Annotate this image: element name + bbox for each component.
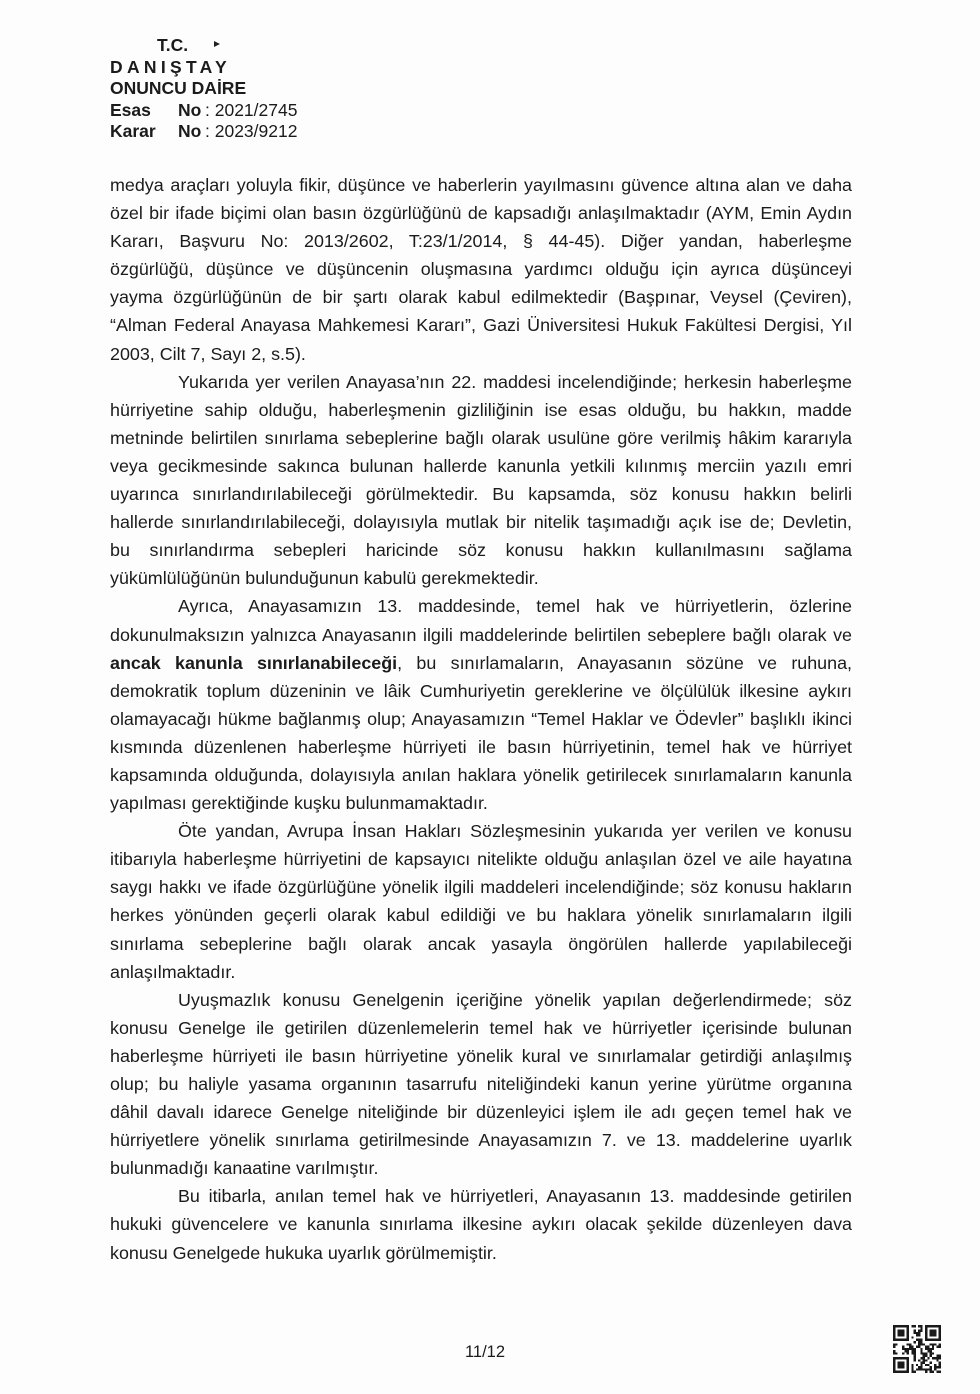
text-line: herkes yönünden geçerli olarak kabul edildiği ve bu haklara yönelik sınırlamaların ilgili (110, 905, 852, 926)
esas-number: : 2021/2745 (205, 100, 298, 120)
text-line: saygı hakkı ve ifade özgürlüğüne yönelik ilgili maddeleri incelendiğinde; söz konusu hakların (110, 877, 852, 898)
text-line: dokunulmaksızın yalnızca Anayasanın ilgili maddelerinde belirtilen sebeplere bağlı olarak ve (110, 624, 852, 645)
text-line: yayma özgürlüğünün de bir şartı olarak kabul edilmektedir (Başpınar, Veysel (Çeviren), (110, 287, 852, 308)
text-line: yükümlülüğünün bulunduğunun kabulü gerekmektedir. (110, 568, 539, 589)
text-line: bulunmadığı kanaatine varılmıştır. (110, 1158, 379, 1179)
text-line: metninde belirtilen sınırlama sebeplerine bağlı olarak usulüne göre verilmiş hâkim kararıyla (110, 427, 852, 448)
paragraph (110, 592, 852, 817)
esas-no-label: No (178, 100, 202, 120)
text-line: anlaşılmaktadır. (110, 961, 236, 982)
page-number: 11/12 (464, 1343, 506, 1361)
text-line: Bu itibarla, anılan temel hak ve hürriyetleri, Anayasanın 13. maddesinde getirilen (178, 1186, 852, 1207)
chamber-name: ONUNCU DAİRE (110, 78, 247, 98)
court-name: DANIŞTAY (110, 57, 231, 77)
text-line: Ayrıca, Anayasamızın 13. maddesinde, temel hak ve hürriyetlerin, özlerine (178, 596, 852, 617)
qr-code-icon (893, 1325, 941, 1373)
text-line: uyarınca sınırlandırılabileceği görülmektedir. Bu kapsamda, söz konusu hakkın belirli (110, 484, 852, 505)
paragraph (110, 986, 852, 1183)
bold-text: ancak kanunla sınırlanabileceği (110, 652, 398, 673)
text-line: Öte yandan, Avrupa İnsan Hakları Sözleşmesinin yukarıda yer verilen ve konusu (178, 821, 852, 842)
text-line: itibarıyla haberleşme hürriyetini de kapsayıcı nitelikte olduğu anlaşılan özel ve aile hayatına (110, 849, 852, 870)
text-line: Uyuşmazlık konusu Genelgenin içeriğine yönelik yapılan değerlendirmede; söz (178, 989, 852, 1010)
decision-text (110, 171, 852, 1267)
text-line: özgürlüğü, düşünce ve düşüncenin oluşmasına yardımcı olduğu için ayrıca düşünceyi (110, 259, 852, 280)
text-line: bu sınırlandırma sebepleri haricinde söz konusu hakkın kullanılmasını sağlama (110, 540, 852, 561)
text-line: Yukarıda yer verilen Anayasa’nın 22. maddesi incelendiğinde; herkesin haberleşme (178, 371, 852, 392)
text-line: konusu Genelge ile getirilen düzenlemelerin temel hak ve hürriyetler içerisinde bulunan (110, 1017, 852, 1038)
karar-no-label: No (178, 121, 202, 141)
paragraph (110, 171, 852, 368)
text-line: kısmında düzenlenen haberleşme hürriyeti ile basın hürriyetinin, temel hak ve hürriyet (110, 736, 852, 757)
text-line: yapılması gerektiğinde kuşku bulunmamaktadır. (110, 793, 488, 814)
text-line: olup; bu haliyle yasama organının tasarrufu niteliğindeki kanun yerine yürütme organına (110, 1074, 852, 1094)
text-line: dâhil davalı idarece Genelge niteliğinde bir düzenleyici işlem ile adı geçen temel hak ve (110, 1102, 852, 1123)
text-line (110, 649, 852, 677)
paragraph (110, 817, 852, 986)
paragraph (110, 368, 852, 593)
text-segment: , bu sınırlamaların, Anayasanın sözüne ve ruhuna, (397, 652, 852, 673)
paragraph (110, 1182, 852, 1266)
text-line: hürriyetine sahip olduğu, haberleşmenin gizliliğinin ise esas olduğu, bu hakkın, madde (110, 399, 852, 420)
karar-label: Karar (110, 121, 156, 141)
text-line: hürriyetlere yönelik sınırlama getirilmesinde Anayasamızın 7. ve 13. maddelerine uyarlık (110, 1130, 852, 1151)
text-line: Kararı, Başvuru No: 2013/2602, T:23/1/2014, § 44-45). Diğer yandan, haberleşme (110, 231, 852, 252)
text-line: “Alman Federal Anayasa Mahkemesi Kararı”, Gazi Üniversitesi Hukuk Fakültesi Dergisi, Yıl (110, 315, 852, 336)
text-line: hallerde sınırlandırılabileceği, dolayısıyla mutlak bir nitelik taşımadığı açık ise de; Devletin, (110, 512, 852, 533)
text-line: olamayacağı hükme bağlanmış olup; Anayasamızın “Temel Haklar ve Ödevler” başlıklı ikinci (110, 708, 852, 729)
text-line: özel bir ifade biçimi olan basın özgürlüğünü de kapsadığı anlaşılmaktadır (AYM, Emin Aydın (110, 203, 852, 224)
tc-heading: T.C. (157, 35, 189, 55)
scan-mark-icon (214, 41, 220, 47)
text-line: sınırlama sebeplerine bağlı olarak ancak yasayla öngörülen hallerde yapılabileceği (110, 933, 852, 954)
text-line: kapsamında olduğunda, dolayısıyla anılan haklara yönelik getirilecek sınırlamaların kanunla (110, 764, 852, 785)
text-line: hukuki güvencelere ve kanunla sınırlama ilkesine aykırı olacak şekilde düzenleyen dava (110, 1214, 852, 1235)
text-line: demokratik toplum düzeninin ve lâik Cumhuriyetin gereklerine ve ölçülülük ilkesine aykırı (110, 680, 852, 701)
text-line: konusu Genelgede hukuka uyarlık görülmemiştir. (110, 1242, 497, 1263)
text-line: 2003, Cilt 7, Sayı 2, s.5). (110, 343, 306, 364)
esas-label: Esas (110, 100, 151, 120)
text-line: haberleşme hürriyeti ile basın hürriyetine yönelik kural ve sınırlamalar getirdiği anlaşılmış (110, 1045, 852, 1066)
text-line: medya araçları yoluyla fikir, düşünce ve haberlerin yayılmasını güvence altına alan ve daha (110, 175, 852, 195)
karar-number: : 2023/9212 (205, 121, 298, 141)
text-line: veya gecikmesinde sakınca bulunan hallerde kanunla yetkili kılınmış merciin yazılı emri (110, 455, 852, 476)
